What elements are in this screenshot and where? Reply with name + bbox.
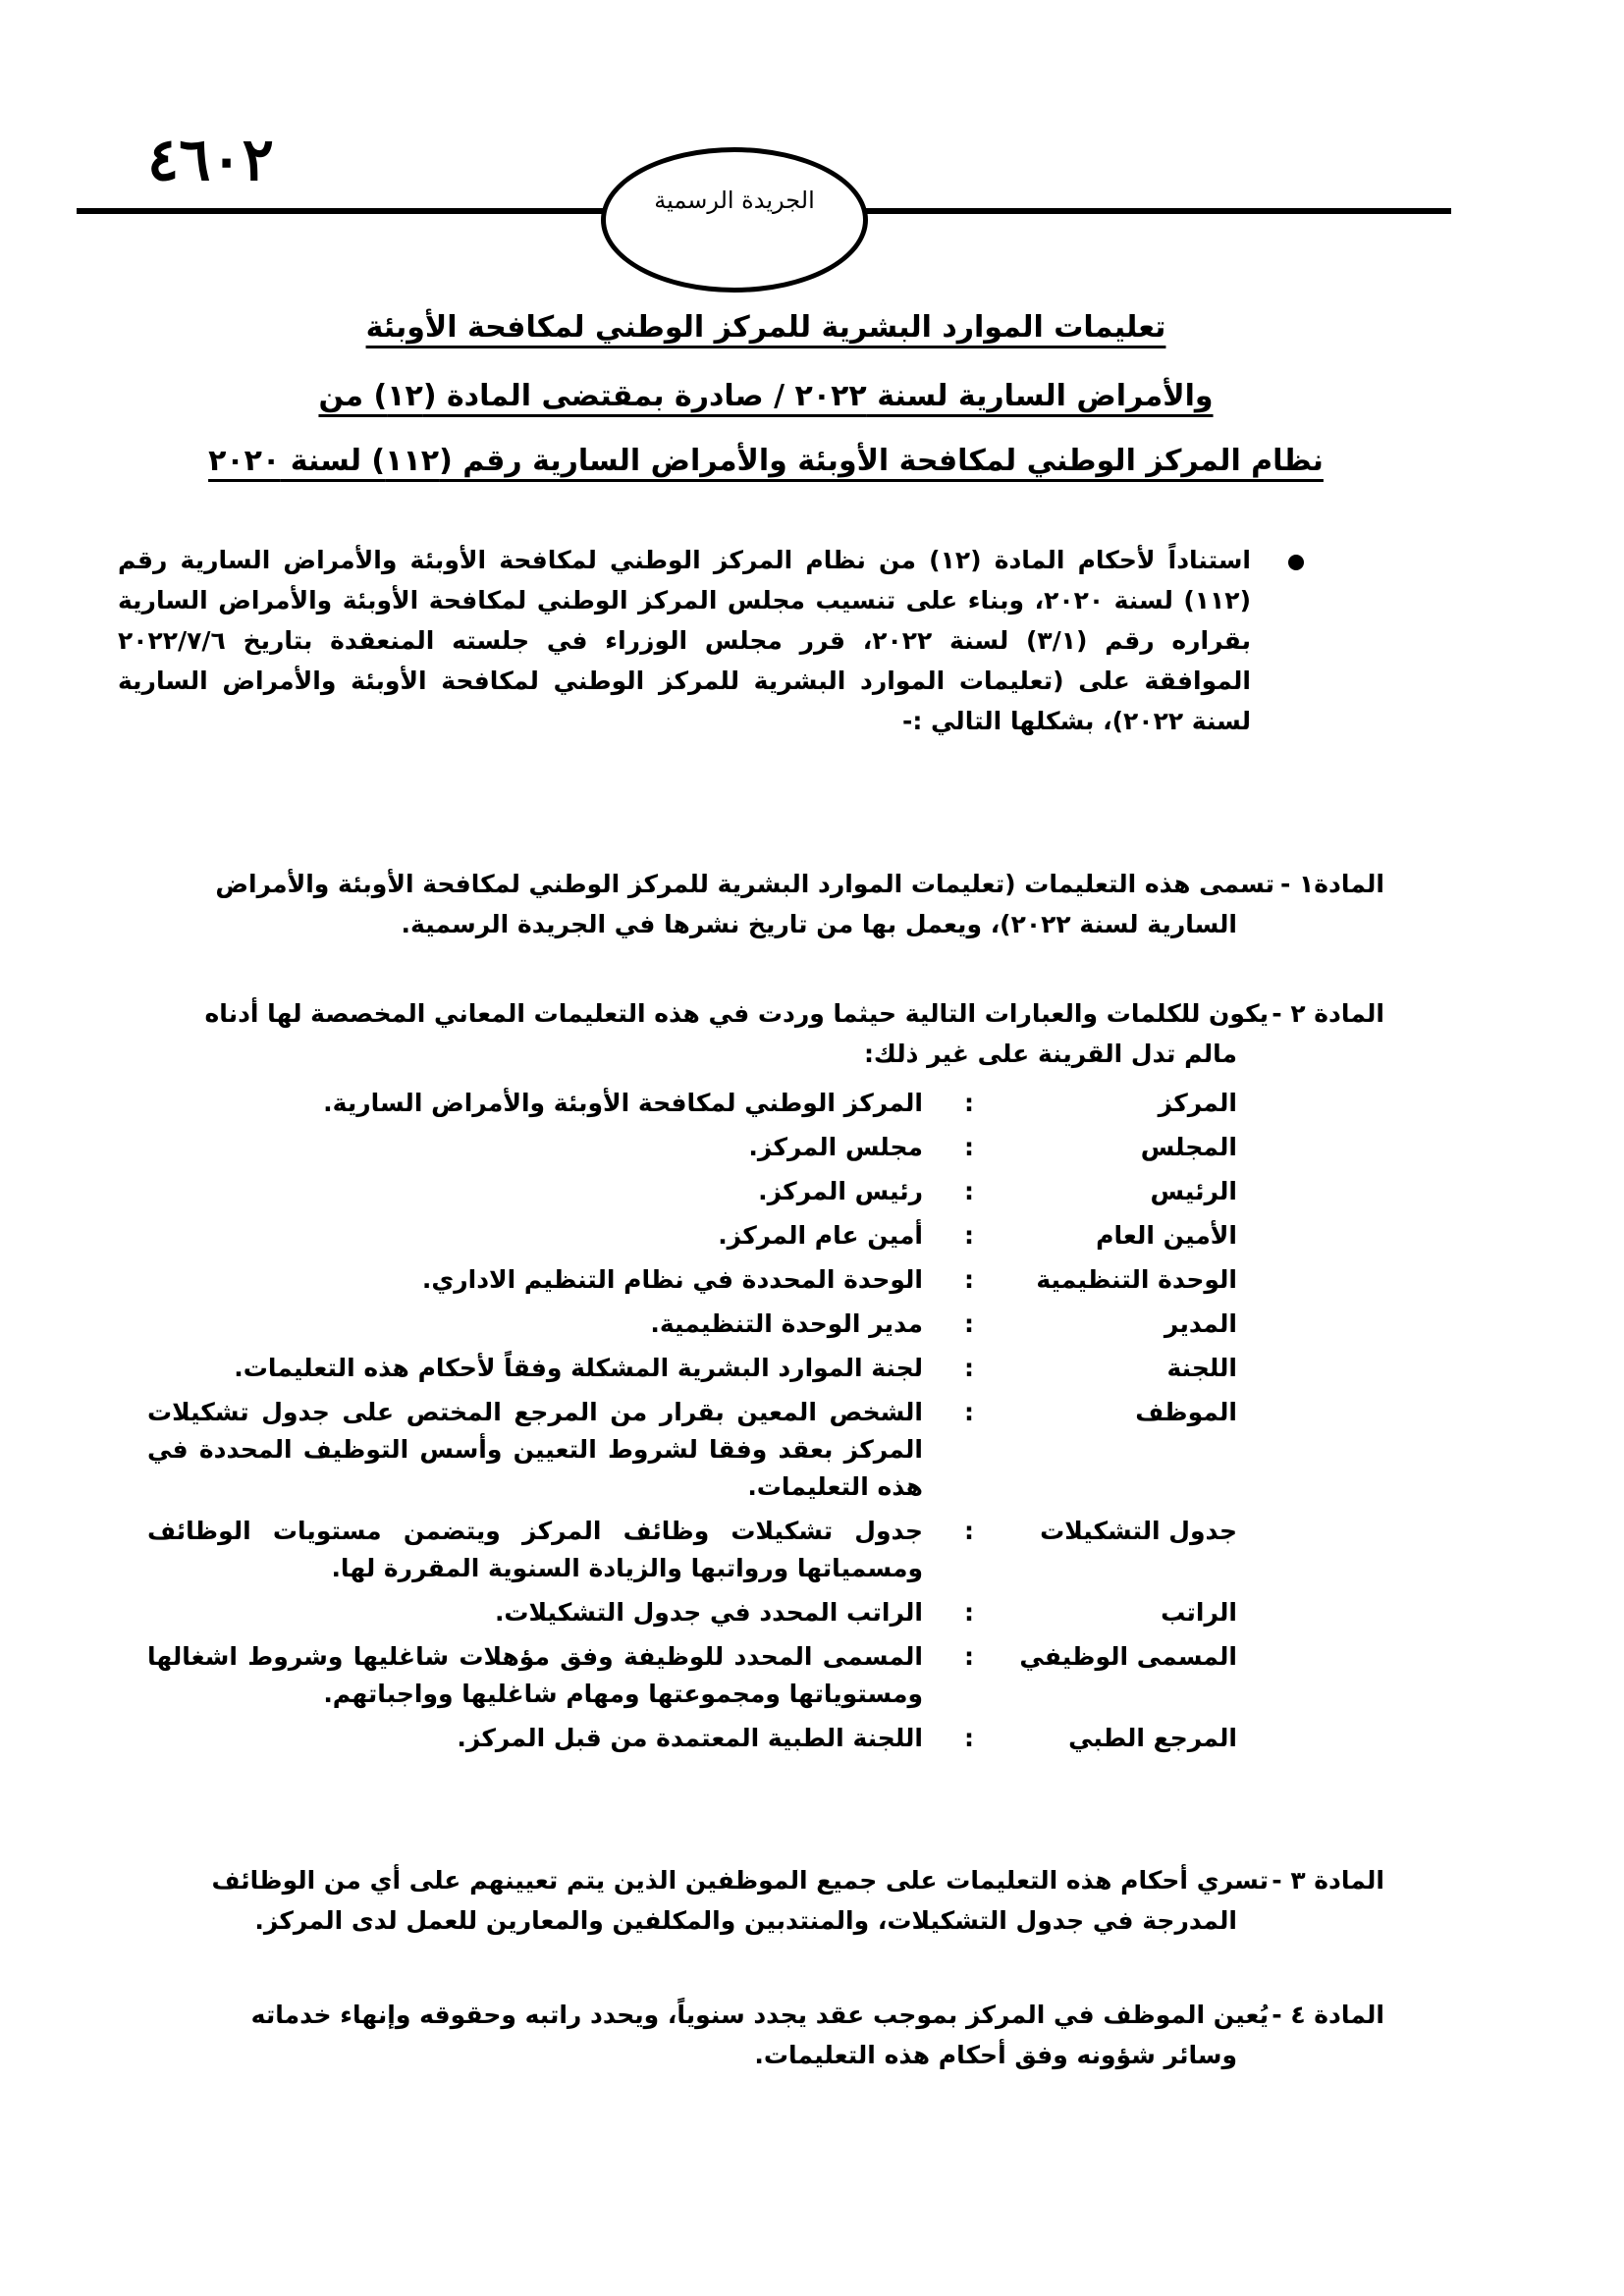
definition-value: مجلس المركز. <box>748 1133 923 1161</box>
definition-term: الأمين العام <box>1096 1221 1237 1250</box>
definition-term: الراتب <box>1161 1598 1237 1627</box>
definition-colon: : <box>964 1642 974 1671</box>
definition-row <box>147 1306 1237 1343</box>
definition-value: الوحدة المحددة في نظام التنظيم الاداري. <box>421 1265 923 1294</box>
definition-value: المسمى المحدد للوظيفة وفق مؤهلات شاغليها وشروط اشغالها ومستوياتها ومجموعتها ومهام شاغليها وواجباتهم. <box>147 1642 923 1708</box>
definition-colon: : <box>964 1724 974 1752</box>
article-3-rest: المدرجة في جدول التشكيلات، والمنتدبين والمكلفين والمعارين للعمل لدى المركز. <box>254 1906 1237 1935</box>
definition-row <box>147 1261 1237 1299</box>
preamble-paragraph: استناداً لأحكام المادة (١٢) من نظام المركز الوطني لمكافحة الأوبئة والأمراض السارية رقم (١١٢) لسنة ٢٠٢٠، وبناء على تنسيب مجلس المركز الوطني لمكافحة الأوبئة والأمراض السارية بقراره رقم (٣/١) لسنة ٢٠٢٢، قرر مجلس الوزراء في جلسته المنعقدة بتاريخ ٢٠٢٢/٧/٦ الموافقة على (تعليمات الموارد البشرية للمركز الوطني لمكافحة الأوبئة والأمراض السارية لسنة ٢٠٢٢)، بشكلها التالي :- <box>118 546 1252 735</box>
definition-value: المركز الوطني لمكافحة الأوبئة والأمراض السارية. <box>323 1089 923 1117</box>
definition-colon: : <box>964 1309 974 1338</box>
title-line-3: نظام المركز الوطني لمكافحة الأوبئة والأمراض السارية رقم (١١٢) لسنة ٢٠٢٠ <box>208 444 1324 478</box>
definition-term: اللجنة <box>1166 1354 1237 1382</box>
article-4-line1: يُعين الموظف في المركز بموجب عقد يجدد سنوياً، ويحدد راتبه وحقوقه وإنهاء خدماته <box>250 2001 1269 2029</box>
definition-row <box>147 1394 1237 1506</box>
article-1-label: المادة١ - <box>1279 870 1384 898</box>
definition-row <box>147 1217 1237 1255</box>
definition-value: مدير الوحدة التنظيمية. <box>650 1309 923 1338</box>
article-2-rest: مالم تدل القرينة على غير ذلك: <box>863 1040 1237 1068</box>
article-4-rest: وسائر شؤونه وفق أحكام هذه التعليمات. <box>754 2041 1237 2069</box>
title-line-2: والأمراض السارية لسنة ٢٠٢٢ / صادرة بمقتضى المادة (١٢) من <box>318 379 1214 413</box>
definition-value: لجنة الموارد البشرية المشكلة وفقاً لأحكام هذه التعليمات. <box>234 1354 923 1382</box>
definition-colon: : <box>964 1221 974 1250</box>
article-1 <box>118 864 1384 944</box>
article-2 <box>118 993 1384 1074</box>
definition-colon: : <box>964 1598 974 1627</box>
definition-term: المركز <box>1158 1089 1237 1117</box>
definitions-list <box>147 1085 1237 1764</box>
article-3-line1: تسري أحكام هذه التعليمات على جميع الموظفين الذين يتم تعيينهم على أي من الوظائف <box>211 1866 1269 1895</box>
definition-colon: : <box>964 1517 974 1545</box>
article-2-line1: يكون للكلمات والعبارات التالية حيثما وردت في هذه التعليمات المعاني المخصصة لها أدناه <box>204 999 1269 1028</box>
definition-term: المسمى الوظيفي <box>1019 1642 1237 1671</box>
definition-term: المرجع الطبي <box>1068 1724 1237 1752</box>
definition-row <box>147 1513 1237 1587</box>
article-1-rest: السارية لسنة ٢٠٢٢)، ويعمل بها من تاريخ نشرها في الجريدة الرسمية. <box>401 910 1237 938</box>
article-4-label: المادة ٤ - <box>1272 2001 1384 2029</box>
gazette-label: الجريدة الرسمية <box>654 187 815 214</box>
definition-row <box>147 1720 1237 1757</box>
definition-value: الراتب المحدد في جدول التشكيلات. <box>494 1598 923 1627</box>
article-3 <box>118 1860 1384 1941</box>
definition-colon: : <box>964 1089 974 1117</box>
definition-colon: : <box>964 1133 974 1161</box>
definition-colon: : <box>964 1398 974 1426</box>
article-4 <box>118 1995 1384 2075</box>
definition-row <box>147 1594 1237 1631</box>
definition-row <box>147 1173 1237 1210</box>
definition-term: المجلس <box>1140 1133 1237 1161</box>
definition-value: رئيس المركز. <box>758 1177 923 1205</box>
definition-colon: : <box>964 1177 974 1205</box>
definition-value: أمين عام المركز. <box>718 1221 923 1250</box>
definition-term: جدول التشكيلات <box>1040 1517 1237 1545</box>
definition-colon: : <box>964 1354 974 1382</box>
article-1-line1: تسمى هذه التعليمات (تعليمات الموارد البشرية للمركز الوطني لمكافحة الأوبئة والأمراض <box>215 870 1274 898</box>
definition-row <box>147 1638 1237 1713</box>
gazette-oval <box>601 147 868 293</box>
definition-term: الموظف <box>1135 1398 1237 1426</box>
title-line-1: تعليمات الموارد البشرية للمركز الوطني لمكافحة الأوبئة <box>365 310 1166 345</box>
article-2-label: المادة ٢ - <box>1272 999 1384 1028</box>
definition-row <box>147 1129 1237 1166</box>
definition-term: الرئيس <box>1150 1177 1237 1205</box>
definition-row <box>147 1350 1237 1387</box>
definition-value: اللجنة الطبية المعتمدة من قبل المركز. <box>457 1724 923 1752</box>
definition-term: المدير <box>1164 1309 1237 1338</box>
definition-row <box>147 1085 1237 1122</box>
article-3-label: المادة ٣ - <box>1272 1866 1384 1895</box>
page-number: ٤٦٠٢ <box>147 126 274 194</box>
definition-value: الشخص المعين بقرار من المرجع المختص على جدول تشكيلات المركز بعقد وفقا لشروط التعيين وأسس التوظيف المحددة في هذه التعليمات. <box>147 1398 923 1501</box>
definition-colon: : <box>964 1265 974 1294</box>
definition-term: الوحدة التنظيمية <box>1036 1265 1237 1294</box>
definition-value: جدول تشكيلات وظائف المركز ويتضمن مستويات الوظائف ومسمياتها ورواتبها والزيادة السنوية المقررة لها. <box>147 1517 923 1582</box>
